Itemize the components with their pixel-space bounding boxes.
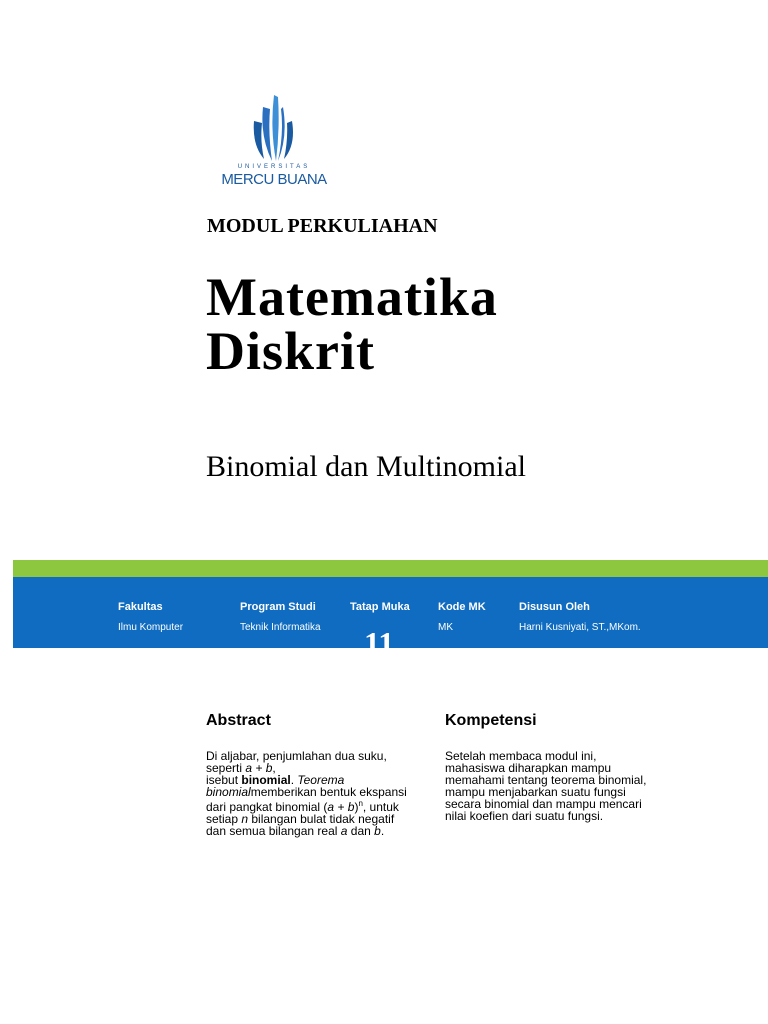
abstract-math: a + b (245, 761, 273, 775)
abstract-text-span: isebut (206, 773, 242, 787)
flame-logo-icon (250, 93, 298, 163)
abstract-text-span: Di aljabar, penjumlahan dua suku, (206, 749, 387, 763)
abstract-text-span: , untuk (362, 800, 399, 814)
abstract-italic: binomial (206, 785, 251, 799)
abstract-text-span: dan (347, 824, 375, 838)
abstract-text-span: setiap (206, 812, 242, 826)
program-studi-label: Program Studi (240, 601, 316, 613)
info-band-blue-panel (13, 577, 768, 661)
abstract-term-binomial: binomial (241, 773, 291, 787)
module-label: MODUL PERKULIAHAN (207, 215, 438, 237)
kode-mk-label: Kode MK (438, 601, 486, 613)
abstract-text-span: , (272, 761, 276, 775)
fakultas-value: Ilmu Komputer (118, 622, 184, 633)
module-subtitle: Binomial dan Multinomial (206, 450, 526, 483)
abstract-math: n (241, 812, 249, 826)
abstract-line (206, 786, 426, 798)
kompetensi-line: mampu menjabarkan suatu fungsi (445, 785, 626, 799)
kompetensi-line: secara binomial dan mampu mencari (445, 797, 642, 811)
abstract-line (206, 825, 426, 837)
abstract-heading: Abstract (206, 712, 271, 729)
abstract-math: b (374, 824, 381, 838)
kompetensi-line: mahasiswa diharapkan mampu (445, 761, 612, 775)
abstract-text-span: bilangan bulat tidak negatif (248, 812, 395, 826)
course-title-line1: Matematika (206, 267, 498, 327)
abstract-math: a (340, 824, 348, 838)
abstract-text-span: seperti (206, 761, 246, 775)
abstract-text-span: . (290, 773, 298, 787)
fakultas-label: Fakultas (118, 601, 163, 613)
tatap-muka-label: Tatap Muka (350, 601, 410, 613)
disusun-oleh-label: Disusun Oleh (519, 601, 590, 613)
abstract-text-span: dan semua bilangan real (206, 824, 341, 838)
course-title (206, 267, 498, 381)
abstract-math: a + b (327, 800, 355, 814)
info-band-green-stripe (13, 560, 768, 577)
logo-university-name: MERCU BUANA (221, 171, 327, 188)
abstract-exponent: n (358, 799, 363, 808)
abstract-text (206, 750, 426, 837)
kompetensi-heading: Kompetensi (445, 712, 537, 729)
abstract-text-span: dari pangkat binomial ( (206, 800, 328, 814)
logo-universitas-text: UNIVERSITAS (237, 164, 311, 170)
kompetensi-text (445, 750, 665, 822)
kode-mk-value: MK (438, 622, 453, 633)
kompetensi-line: Setelah membaca modul ini, (445, 749, 597, 763)
program-studi-value: Teknik Informatika (240, 622, 321, 633)
university-logo (206, 89, 342, 193)
kompetensi-line: memahami tentang teorema binomial, (445, 773, 647, 787)
abstract-line: dari pangkat binomial $(a + b)^n$, untuk (206, 799, 399, 814)
info-band (13, 560, 768, 661)
abstract-text-span: . (380, 824, 385, 838)
course-title-line2: Diskrit (206, 321, 375, 381)
kompetensi-line: nilai koefien dari suatu fungsi. (445, 809, 604, 823)
abstract-italic: Teorema (297, 773, 345, 787)
abstract-text-span: memberikan bentuk ekspansi (250, 785, 407, 799)
disusun-oleh-value: Harni Kusniyati, ST.,MKom. (519, 622, 641, 633)
tatap-muka-value: 11 (364, 625, 395, 661)
